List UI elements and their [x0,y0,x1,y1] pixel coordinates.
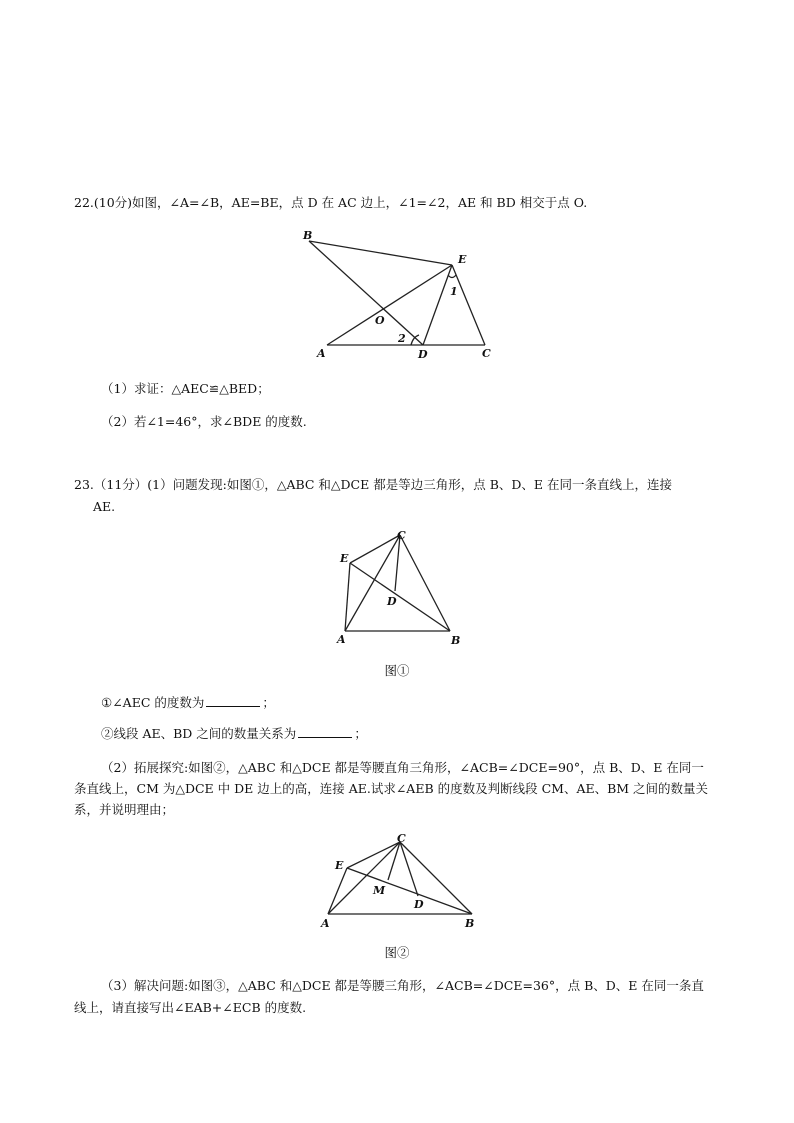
q23-q2 [101,725,367,743]
q22-part1: （1）求证：△AEC≌△BED； [101,381,270,396]
q2-text: ②线段 AE、BD 之间的数量关系为 [101,726,297,741]
segment-AE [327,265,452,345]
label-A: A [317,347,326,360]
q22-stem: 22.(10分)如图，∠A=∠B，AE=BE，点 D 在 AC 边上，∠1=∠2，AE 和 BD 相交于点 O. [74,195,588,210]
segment-EA [345,563,350,631]
label-A: A [337,633,346,646]
q23-part2-line1: （2）拓展探究:如图②，△ABC 和△DCE 都是等腰直角三角形，∠ACB=∠DCE=90°，点 B、D、E 在同一 [101,760,704,775]
q23-stem-line2: AE. [93,499,116,514]
segment-AC [345,535,400,631]
label-E: E [340,552,349,565]
figure1-caption: 图① [384,663,410,678]
label-O: O [375,314,385,327]
label-C: C [397,832,406,845]
segment-BD [309,241,423,345]
segment-EB [347,868,472,914]
segment-DE [423,265,452,345]
q23-part3-line2: 线上，请直接写出∠EAB+∠ECB 的度数. [74,1000,307,1015]
figure2-caption: 图② [384,945,410,960]
q1-end: ； [262,695,275,710]
q22-figure [300,225,500,365]
label-A: A [321,917,330,930]
segment-EC [347,842,400,868]
segment-EA [328,868,347,914]
label-B: B [465,917,475,930]
label-1: 1 [450,285,458,298]
label-C: C [482,347,491,360]
angle-1-arc [448,275,456,278]
q22-part2: （2）若∠1=46°，求∠BDE 的度数. [101,414,307,429]
label-2: 2 [398,332,406,345]
q23-stem-line1: 23.（11分）(1）问题发现:如图①，△ABC 和△DCE 都是等边三角形，点 B、D、E 在同一条直线上，连接 [74,477,672,492]
q23-part3-line1: （3）解决问题:如图③，△ABC 和△DCE 都是等腰三角形，∠ACB=∠DCE=36°，点 B、D、E 在同一条直 [101,978,704,993]
segment-CB [400,535,450,631]
label-E: E [335,859,344,872]
label-D: D [418,348,428,361]
label-C: C [397,529,406,542]
segment-EC [452,265,485,345]
q23-figure2 [315,830,485,930]
q23-figure1 [330,525,470,645]
q23-part2-line3: 系，并说明理由； [74,802,175,817]
q23-part2-line2: 条直线上，CM 为△DCE 中 DE 边上的高，连接 AE.试求∠AEB 的度数及判断线段 CM、AE、BM 之间的数量关 [74,781,709,796]
q2-answer-blank[interactable] [298,725,352,738]
q2-end: ； [354,726,367,741]
q1-answer-blank[interactable] [206,694,260,707]
label-B: B [451,634,461,647]
label-E: E [458,253,467,266]
q1-text: ①∠AEC 的度数为 [101,695,205,710]
label-B: B [303,229,313,242]
label-D: D [387,595,397,608]
segment-CB [400,842,472,914]
label-D: D [414,898,424,911]
label-M: M [373,884,386,897]
q23-q1 [101,694,275,712]
